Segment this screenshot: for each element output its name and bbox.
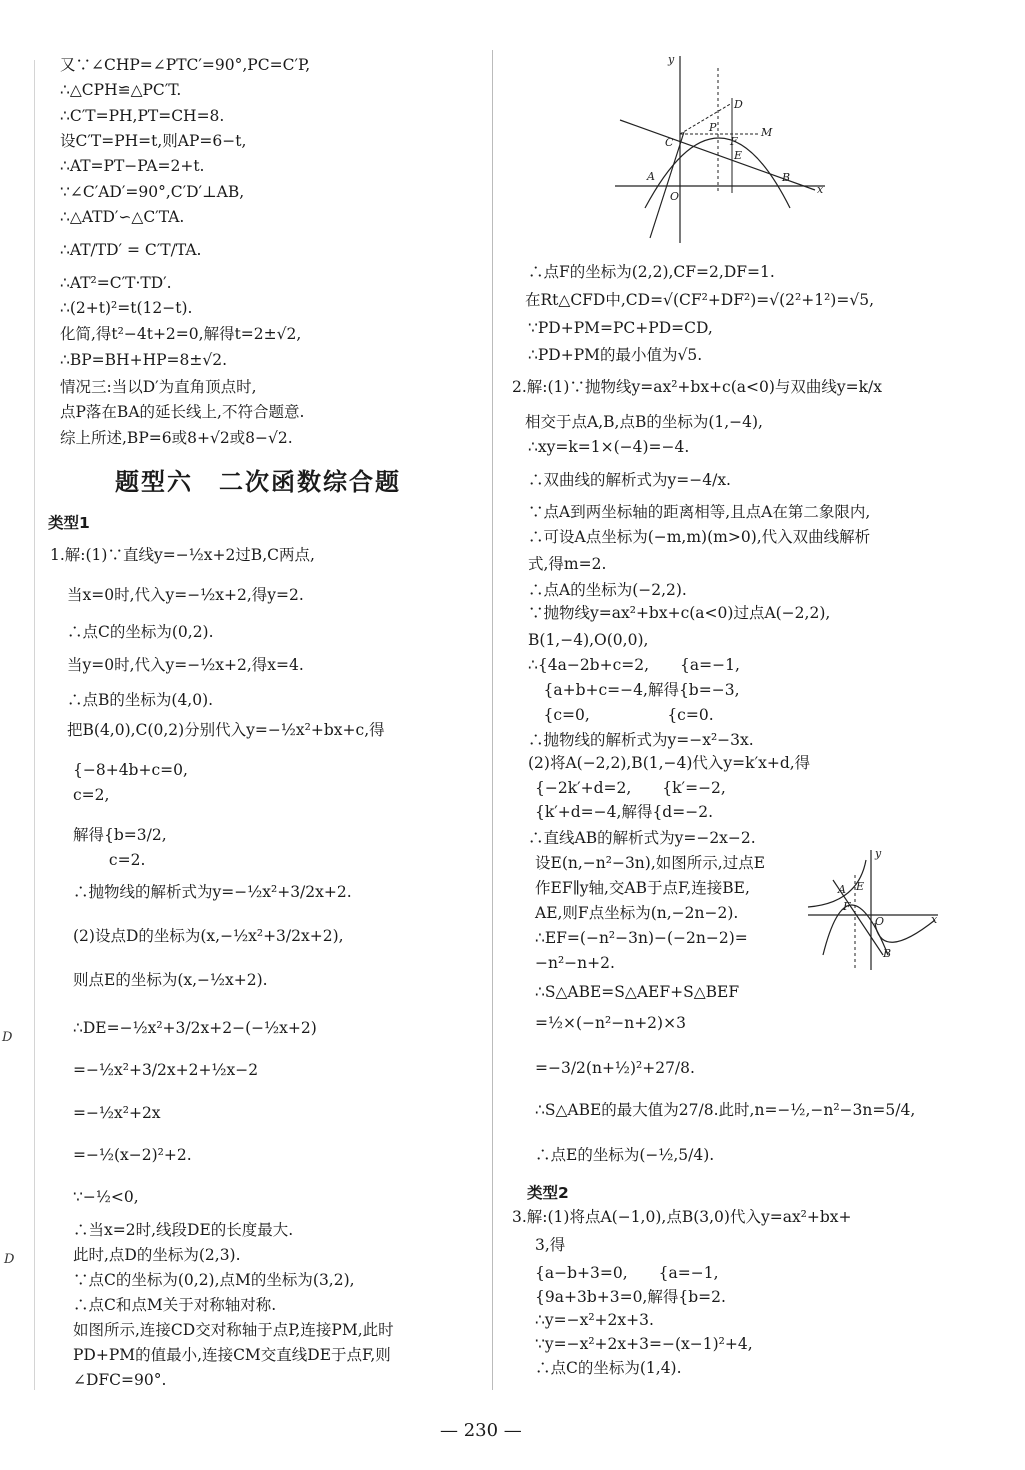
text-line: ∴y=−x²+2x+3. xyxy=(535,1311,654,1329)
text-line: (2)设点D的坐标为(x,−½x²+3/2x+2), xyxy=(73,927,344,945)
text-line: ∴抛物线的解析式为y=−x²−3x. xyxy=(528,731,754,749)
margin-letter: D xyxy=(2,1030,13,1045)
text-line: B(1,−4),O(0,0), xyxy=(528,631,649,649)
text-line: ∠DFC=90°. xyxy=(73,1371,167,1389)
label-c: C xyxy=(665,136,674,149)
hyperbola-figure-2 xyxy=(803,845,943,975)
text-line: ∴可设A点坐标为(−m,m)(m>0),代入双曲线解析 xyxy=(528,528,871,546)
text-line: ∴BP=BH+HP=8±√2. xyxy=(60,351,228,369)
text-line: ∴直线AB的解析式为y=−2x−2. xyxy=(528,829,756,847)
text-line: 3.解:(1)将点A(−1,0),点B(3,0)代入y=ax²+bx+ xyxy=(512,1208,852,1226)
text-line: AE,则F点坐标为(n,−2n−2). xyxy=(535,904,739,922)
label-y: y xyxy=(875,847,882,860)
binding-margin-line xyxy=(34,60,35,1390)
text-line: {−8+4b+c=0, xyxy=(73,761,188,779)
label-e: E xyxy=(856,880,865,893)
text-line: {a−b+3=0, {a=−1, xyxy=(535,1264,719,1282)
label-m: M xyxy=(761,126,773,139)
text-line: ∴C′T=PH,PT=CH=8. xyxy=(60,107,225,125)
text-line: ∴抛物线的解析式为y=−½x²+3/2x+2. xyxy=(73,883,352,901)
text-line: {c=0, {c=0. xyxy=(528,706,714,724)
text-line: 当x=0时,代入y=−½x+2,得y=2. xyxy=(67,586,304,604)
text-line: {9a+3b+3=0,解得{b=2. xyxy=(535,1288,726,1306)
text-line: ∴PD+PM的最小值为√5. xyxy=(528,346,703,364)
text-line: 又∵∠CHP=∠PTC′=90°,PC=C′P, xyxy=(60,56,311,74)
text-line: ∵∠C′AD′=90°,C′D′⊥AB, xyxy=(60,183,245,201)
label-b: B xyxy=(883,947,892,960)
text-line: ∵−½<0, xyxy=(73,1188,139,1206)
text-line: ∴DE=−½x²+3/2x+2−(−½x+2) xyxy=(73,1019,317,1037)
text-line: −n²−n+2. xyxy=(535,954,615,972)
type1-label: 类型1 xyxy=(48,514,90,532)
text-line: ∵点A到两坐标轴的距离相等,且点A在第二象限内, xyxy=(528,503,871,521)
label-d: D xyxy=(734,98,743,111)
text-line: ∴{4a−2b+c=2, {a=−1, xyxy=(528,656,740,674)
text-line: ∴点F的坐标为(2,2),CF=2,DF=1. xyxy=(528,263,775,281)
text-line: ∴AT²=C′T·TD′. xyxy=(60,274,172,292)
text-line: c=2, xyxy=(73,786,110,804)
text-line: ∴点C的坐标为(1,4). xyxy=(535,1359,682,1377)
text-line: =½×(−n²−n+2)×3 xyxy=(535,1014,686,1032)
label-f: F xyxy=(843,900,851,913)
text-line: (2)将A(−2,2),B(1,−4)代入y=k′x+d,得 xyxy=(528,754,811,772)
text-line: =−½x²+3/2x+2+½x−2 xyxy=(73,1061,259,1079)
label-x: x xyxy=(931,913,938,926)
parabola-figure-1 xyxy=(610,48,840,253)
text-line: ∴点C和点M关于对称轴对称. xyxy=(73,1296,277,1314)
text-line: ∴S△ABE=S△AEF+S△BEF xyxy=(535,983,740,1001)
text-line: 此时,点D的坐标为(2,3). xyxy=(73,1246,241,1264)
text-line: 当y=0时,代入y=−½x+2,得x=4. xyxy=(67,656,304,674)
text-line: 情况三:当以D′为直角顶点时, xyxy=(60,378,257,396)
text-line: ∴点A的坐标为(−2,2). xyxy=(528,581,687,599)
text-line: 把B(4,0),C(0,2)分别代入y=−½x²+bx+c,得 xyxy=(67,721,385,739)
text-line: ∴点E的坐标为(−½,5/4). xyxy=(535,1146,715,1164)
text-line: ∴EF=(−n²−3n)−(−2n−2)= xyxy=(535,929,748,947)
text-line: ∴△CPH≌△PC′T. xyxy=(60,81,182,99)
text-line: ∴AT/TD′ = C′T/TA. xyxy=(60,241,202,259)
text-line: 1.解:(1)∵直线y=−½x+2过B,C两点, xyxy=(50,546,315,564)
text-line: 相交于点A,B,点B的坐标为(1,−4), xyxy=(525,413,763,431)
label-a: A xyxy=(838,883,846,896)
section-title: 题型六 二次函数综合题 xyxy=(115,468,401,496)
label-o: O xyxy=(670,190,680,203)
text-line: 综上所述,BP=6或8+√2或8−√2. xyxy=(60,429,293,447)
text-line: ∵PD+PM=PC+PD=CD, xyxy=(528,319,713,337)
label-a: A xyxy=(647,170,655,183)
text-line: 3,得 xyxy=(535,1236,566,1254)
label-x: x xyxy=(817,183,824,196)
text-line: 如图所示,连接CD交对称轴于点P,连接PM,此时 xyxy=(73,1321,394,1339)
text-line: 设C′T=PH=t,则AP=6−t, xyxy=(60,132,247,150)
label-p: P xyxy=(709,121,717,134)
text-line: c=2. xyxy=(73,851,146,869)
label-o: O xyxy=(875,915,885,928)
text-line: {a+b+c=−4,解得{b=−3, xyxy=(528,681,740,699)
text-line: =−½x²+2x xyxy=(73,1104,161,1122)
label-e: E xyxy=(734,149,743,162)
text-line: PD+PM的值最小,连接CM交直线DE于点F,则 xyxy=(73,1346,391,1364)
text-line: ∴点C的坐标为(0,2). xyxy=(67,623,214,641)
text-line: 化简,得t²−4t+2=0,解得t=2±√2, xyxy=(60,325,302,343)
margin-letter: D xyxy=(4,1252,15,1267)
text-line: 设E(n,−n²−3n),如图所示,过点E xyxy=(535,854,766,872)
text-line: ∴点B的坐标为(4,0). xyxy=(67,691,214,709)
text-line: 2.解:(1)∵抛物线y=ax²+bx+c(a<0)与双曲线y=k/x xyxy=(512,378,883,396)
text-line: =−3/2(n+½)²+27/8. xyxy=(535,1059,695,1077)
text-line: 式,得m=2. xyxy=(528,555,607,573)
type2-label: 类型2 xyxy=(527,1184,569,1202)
text-line: ∴当x=2时,线段DE的长度最大. xyxy=(73,1221,294,1239)
text-line: ∴(2+t)²=t(12−t). xyxy=(60,299,193,317)
text-line: ∴AT=PT−PA=2+t. xyxy=(60,157,205,175)
text-line: ∴S△ABE的最大值为27/8.此时,n=−½,−n²−3n=5/4, xyxy=(535,1101,916,1119)
page-number: — 230 — xyxy=(440,1420,522,1441)
text-line: 作EF∥y轴,交AB于点F,连接BE, xyxy=(535,879,750,897)
text-line: 则点E的坐标为(x,−½x+2). xyxy=(73,971,268,989)
text-line: ∵点C的坐标为(0,2),点M的坐标为(3,2), xyxy=(73,1271,355,1289)
text-line: {−2k′+d=2, {k′=−2, xyxy=(535,779,726,797)
text-line: 在Rt△CFD中,CD=√(CF²+DF²)=√(2²+1²)=√5, xyxy=(525,291,874,309)
label-b: B xyxy=(782,171,791,184)
text-line: =−½(x−2)²+2. xyxy=(73,1146,192,1164)
text-line: ∵y=−x²+2x+3=−(x−1)²+4, xyxy=(535,1335,753,1353)
label-f: F xyxy=(730,135,738,148)
text-line: 点P落在BA的延长线上,不符合题意. xyxy=(60,403,305,421)
column-divider xyxy=(492,50,493,1390)
text-line: {k′+d=−4,解得{d=−2. xyxy=(535,803,713,821)
text-line: ∴双曲线的解析式为y=−4/x. xyxy=(528,471,731,489)
label-y: y xyxy=(668,53,675,66)
text-line: ∴△ATD′∽△C′TA. xyxy=(60,208,185,226)
text-line: 解得{b=3/2, xyxy=(73,826,167,844)
text-line: ∴xy=k=1×(−4)=−4. xyxy=(528,438,690,456)
text-line: ∵抛物线y=ax²+bx+c(a<0)过点A(−2,2), xyxy=(528,604,831,622)
line-cd xyxy=(680,103,732,134)
